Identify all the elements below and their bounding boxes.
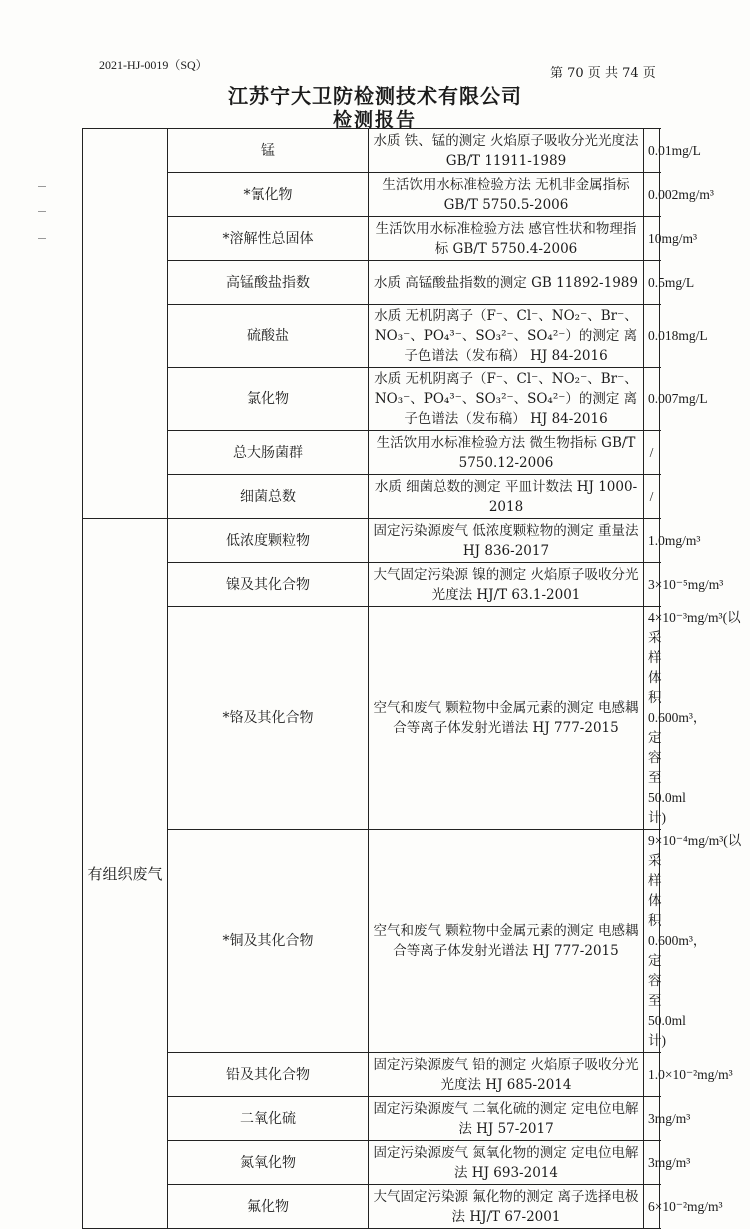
item-cell: 氯化物 bbox=[168, 368, 369, 431]
method-cell: 大气固定污染源 氟化物的测定 离子选择电极法 HJ/T 67-2001 bbox=[369, 1185, 644, 1229]
item-cell: 氮氧化物 bbox=[168, 1141, 369, 1185]
table-row bbox=[83, 1053, 660, 1097]
item-cell: 细菌总数 bbox=[168, 475, 369, 519]
table-row bbox=[83, 261, 660, 305]
table-row bbox=[83, 1141, 660, 1185]
table-row bbox=[83, 475, 660, 519]
item-cell: 镍及其化合物 bbox=[168, 563, 369, 607]
method-cell: 固定污染源废气 二氧化硫的测定 定电位电解法 HJ 57-2017 bbox=[369, 1097, 644, 1141]
category-cell: 有组织废气 bbox=[83, 519, 168, 1229]
table-row bbox=[83, 1097, 660, 1141]
item-cell: 总大肠菌群 bbox=[168, 431, 369, 475]
detection-limit-cell: 3mg/m³ bbox=[644, 1141, 660, 1185]
detection-limit-cell: 0.01mg/L bbox=[644, 129, 660, 173]
detection-limit-cell: 0.018mg/L bbox=[644, 305, 660, 368]
detection-limit-cell: 10mg/m³ bbox=[644, 217, 660, 261]
category-cell bbox=[83, 129, 168, 519]
method-cell: 水质 铁、锰的测定 火焰原子吸收分光光度法 GB/T 11911-1989 bbox=[369, 129, 644, 173]
margin-mark bbox=[38, 238, 46, 239]
table-row bbox=[83, 129, 660, 173]
detection-limit-cell: 1.0mg/m³ bbox=[644, 519, 660, 563]
method-cell: 水质 细菌总数的测定 平皿计数法 HJ 1000-2018 bbox=[369, 475, 644, 519]
detection-limit-cell: 0.007mg/L bbox=[644, 368, 660, 431]
detection-limit-cell: 0.002mg/m³ bbox=[644, 173, 660, 217]
report-title: 检测报告 bbox=[332, 109, 417, 131]
item-cell: 锰 bbox=[168, 129, 369, 173]
method-table bbox=[82, 128, 742, 1229]
item-cell: *铬及其化合物 bbox=[168, 607, 369, 830]
method-cell: 生活饮用水标准检验方法 感官性状和物理指标 GB/T 5750.4-2006 bbox=[369, 217, 644, 261]
method-cell: 固定污染源废气 氮氧化物的测定 定电位电解法 HJ 693-2014 bbox=[369, 1141, 644, 1185]
table-row bbox=[83, 1185, 660, 1229]
detection-limit-cell: 6×10⁻²mg/m³ bbox=[644, 1185, 660, 1229]
detection-limit-cell: 4×10⁻³mg/m³(以采样体积0.600m³，定容至50.0ml 计) bbox=[644, 607, 660, 830]
table-row bbox=[83, 305, 660, 368]
detection-limit-cell: 3×10⁻⁵mg/m³ bbox=[644, 563, 660, 607]
table-row bbox=[83, 563, 660, 607]
document-id: 2021-HJ-0019（SQ） bbox=[99, 58, 208, 72]
item-cell: 硫酸盐 bbox=[168, 305, 369, 368]
table-row bbox=[83, 431, 660, 475]
company-name: 江苏宁大卫防检测技术有限公司 bbox=[228, 84, 522, 108]
method-cell: 生活饮用水标准检验方法 微生物指标 GB/T 5750.12-2006 bbox=[369, 431, 644, 475]
method-cell: 水质 无机阴离子（F⁻、Cl⁻、NO₂⁻、Br⁻、NO₃⁻、PO₄³⁻、SO₃²⁻、SO₄²⁻）的测定 离子色谱法（发布稿） HJ 84-2016 bbox=[369, 368, 644, 431]
margin-mark bbox=[38, 186, 46, 187]
detection-limit-cell: 1.0×10⁻²mg/m³ bbox=[644, 1053, 660, 1097]
method-cell: 水质 无机阴离子（F⁻、Cl⁻、NO₂⁻、Br⁻、NO₃⁻、PO₄³⁻、SO₃²⁻、SO₄²⁻）的测定 离子色谱法（发布稿） HJ 84-2016 bbox=[369, 305, 644, 368]
item-cell: 铅及其化合物 bbox=[168, 1053, 369, 1097]
method-cell: 空气和废气 颗粒物中金属元素的测定 电感耦合等离子体发射光谱法 HJ 777-2015 bbox=[369, 607, 644, 830]
table-row bbox=[83, 217, 660, 261]
table-row bbox=[83, 173, 660, 217]
method-cell: 生活饮用水标准检验方法 无机非金属指标 GB/T 5750.5-2006 bbox=[369, 173, 644, 217]
margin-mark bbox=[38, 211, 46, 212]
method-cell: 空气和废气 颗粒物中金属元素的测定 电感耦合等离子体发射光谱法 HJ 777-2015 bbox=[369, 830, 644, 1053]
table-row bbox=[83, 368, 660, 431]
method-cell: 水质 高锰酸盐指数的测定 GB 11892-1989 bbox=[369, 261, 644, 305]
item-cell: 低浓度颗粒物 bbox=[168, 519, 369, 563]
item-cell: 氟化物 bbox=[168, 1185, 369, 1229]
item-cell: *氰化物 bbox=[168, 173, 369, 217]
detection-limit-cell: / bbox=[644, 431, 660, 475]
item-cell: 高锰酸盐指数 bbox=[168, 261, 369, 305]
item-cell: *溶解性总固体 bbox=[168, 217, 369, 261]
item-cell: *铜及其化合物 bbox=[168, 830, 369, 1053]
item-cell: 二氧化硫 bbox=[168, 1097, 369, 1141]
table-row bbox=[83, 607, 660, 830]
detection-limit-cell: 0.5mg/L bbox=[644, 261, 660, 305]
method-cell: 固定污染源废气 铅的测定 火焰原子吸收分光光度法 HJ 685-2014 bbox=[369, 1053, 644, 1097]
page-number: 第 70 页 共 74 页 bbox=[550, 66, 656, 81]
method-cell: 大气固定污染源 镍的测定 火焰原子吸收分光光度法 HJ/T 63.1-2001 bbox=[369, 563, 644, 607]
method-cell: 固定污染源废气 低浓度颗粒物的测定 重量法 HJ 836-2017 bbox=[369, 519, 644, 563]
table-row bbox=[83, 519, 660, 563]
table-row bbox=[83, 830, 660, 1053]
detection-limit-cell: 9×10⁻⁴mg/m³(以采样体积0.600m³，定容至50.0ml 计) bbox=[644, 830, 660, 1053]
detection-limit-cell: 3mg/m³ bbox=[644, 1097, 660, 1141]
detection-limit-cell: / bbox=[644, 475, 660, 519]
